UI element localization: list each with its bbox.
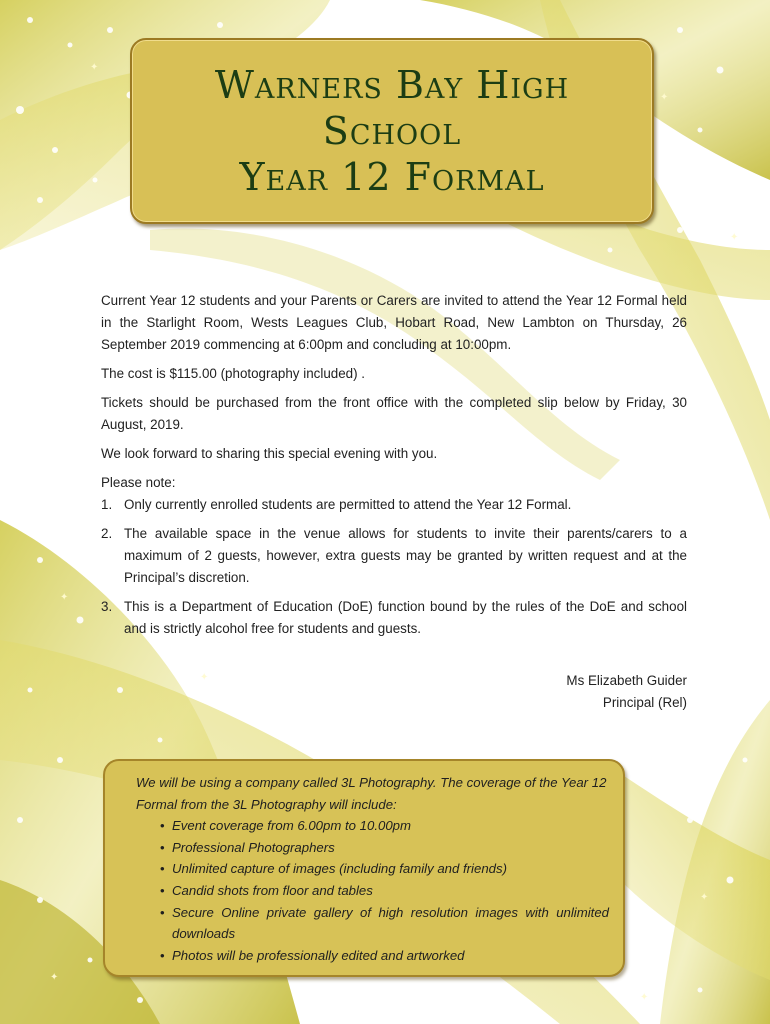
list-item [160, 815, 609, 837]
signature-title: Principal (Rel) [602, 695, 687, 710]
svg-text:✦: ✦ [200, 672, 209, 683]
note-text: This is a Department of Education (DoE) function bound by the rules of the DoE and school and is strictly alcohol free for students and guests. [124, 599, 687, 636]
bullet-icon: • [160, 839, 165, 855]
list-number: 1. [101, 497, 113, 512]
coverage-item-text: Secure Online private gallery of high resolution images with unlimited downloads [172, 904, 609, 942]
svg-text:✦: ✦ [50, 972, 59, 983]
photography-intro: We will be using a company called 3L Photography. The coverage of the Year 12 Formal from the 3L Photography will include: [136, 775, 607, 812]
svg-text:✦: ✦ [60, 592, 69, 603]
svg-text:✦: ✦ [90, 62, 99, 73]
list-item [160, 880, 609, 902]
bullet-icon: • [160, 947, 165, 963]
coverage-item-text: Professional Photographers [172, 839, 335, 855]
coverage-item-text: Photos will be professionally edited and artworked [172, 947, 465, 963]
list-number: 2. [101, 526, 113, 541]
cost-paragraph: The cost is $115.00 (photography included) . [101, 366, 366, 381]
note-text: The available space in the venue allows for students to invite their parents/carers to a maximum of 2 guests, however, extra guests may be granted by written request and at the Principal’s discretion. [124, 526, 687, 585]
title-banner [130, 38, 654, 224]
svg-text:✦: ✦ [730, 232, 739, 243]
note-text: Only currently enrolled students are permitted to attend the Year 12 Formal. [124, 497, 572, 512]
list-item [160, 902, 609, 945]
svg-text:✦: ✦ [660, 92, 669, 103]
title-line-event: Year 12 Formal [239, 155, 545, 199]
note-label: Please note: [101, 475, 176, 490]
list-item [160, 837, 609, 859]
invitation-paragraph: Current Year 12 students and your Parents or Carers are invited to attend the Year 12 Formal held in the Starlight Room, Wests Leagues Club, Hobart Road, New Lambton on Thursday, 26 September 2019 commencing at 6:00pm and concluding at 10:00pm. [101, 293, 687, 352]
invitation-letter [101, 290, 687, 714]
tickets-paragraph: Tickets should be purchased from the front office with the completed slip below by Friday, 30 August, 2019. [101, 395, 687, 432]
list-item [160, 858, 609, 880]
list-item [101, 523, 687, 589]
svg-text:✦: ✦ [640, 992, 649, 1003]
svg-text:✦: ✦ [700, 892, 709, 903]
title-line-school: School [322, 109, 462, 153]
closing-paragraph: We look forward to sharing this special evening with you. [101, 446, 438, 461]
bullet-icon: • [160, 861, 165, 877]
list-item [101, 494, 687, 516]
coverage-item-text: Candid shots from floor and tables [172, 882, 373, 898]
bullet-icon: • [160, 882, 165, 898]
bullet-icon: • [160, 818, 165, 834]
bullet-icon: • [160, 904, 165, 920]
photography-info-box [103, 759, 625, 977]
list-item [160, 945, 609, 967]
title-line-school-name: Warners Bay High [214, 63, 570, 107]
notes-list [101, 494, 687, 640]
coverage-item-text: Event coverage from 6.00pm to 10.00pm [172, 818, 411, 834]
list-item [101, 596, 687, 640]
coverage-item-text: Unlimited capture of images (including family and friends) [172, 861, 507, 877]
signature-block [101, 670, 687, 714]
signature-name: Ms Elizabeth Guider [566, 673, 687, 688]
list-number: 3. [101, 599, 113, 614]
photography-coverage-list [136, 815, 609, 966]
